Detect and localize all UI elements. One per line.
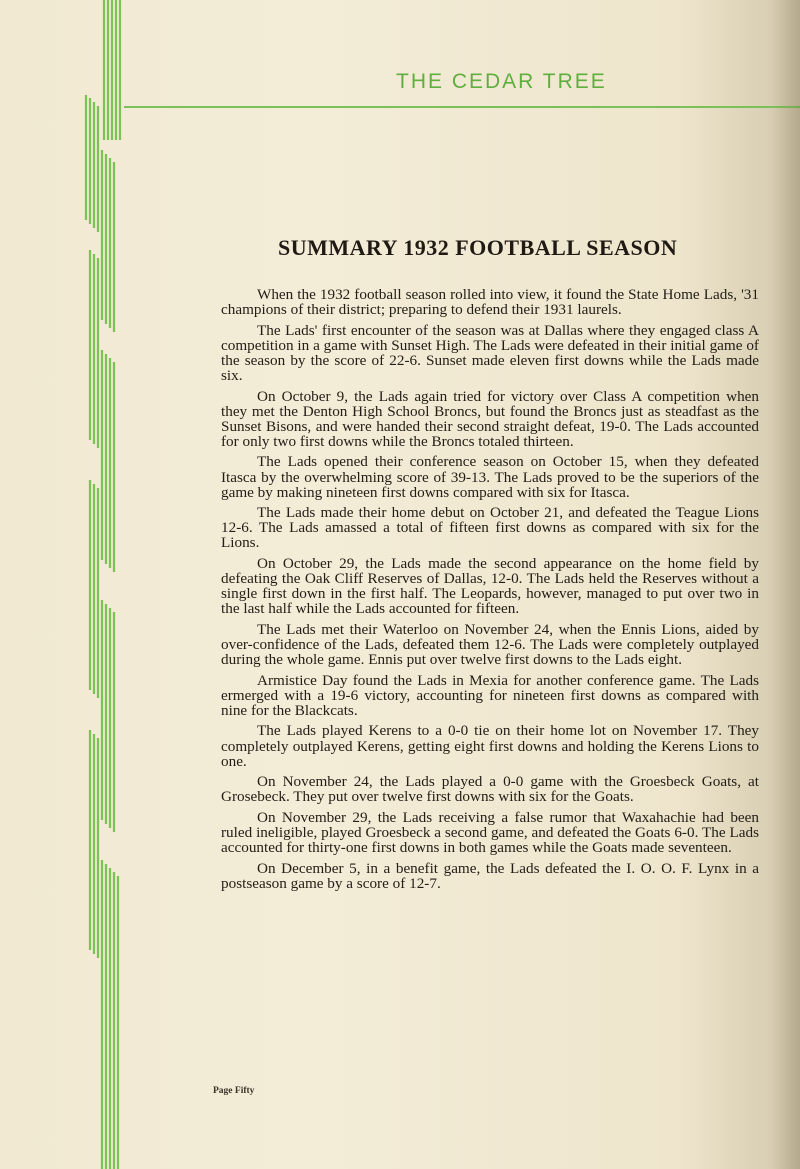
publication-header: THE CEDAR TREE	[396, 70, 607, 93]
article-title: SUMMARY 1932 FOOTBALL SEASON	[278, 235, 678, 260]
paragraph: On October 29, the Lads made the second appearance on the home field by defeating the Oak Cliff Reserves of Dallas, 12-0. The Lads held the Reserves without a single first down in the first half. The Leopards, however, managed to put over two in the last half while the Lads accounted for fifteen.	[221, 555, 759, 618]
paragraph: The Lads made their home debut on October 21, and defeated the Teague Lions 12-6. The Lads amassed a total of fifteen first downs as compared with six for the Lions.	[221, 504, 759, 552]
header-divider	[124, 106, 800, 108]
page-number: Page Fifty	[213, 1086, 255, 1096]
paragraph: When the 1932 football season rolled into view, it found the State Home Lads, '31 champions of their district; preparing to defend their 1931 laurels.	[221, 286, 759, 319]
page-edge-shadow	[772, 0, 800, 1169]
paragraph: On October 9, the Lads again tried for victory over Class A competition when they met the Denton High School Broncs, but found the Broncs just as steadfast as the Sunset Bisons, and were handed their second straight defeat, 19-0. The Lads accounted for only two first downs while the Broncs totaled thirteen.	[221, 387, 759, 450]
paragraph: Armistice Day found the Lads in Mexia for another conference game. The Lads ermerged with a 19-6 victory, accounting for nineteen first downs as compared with nine for the Blackcats.	[221, 671, 759, 719]
green-stripe-ornament	[0, 0, 140, 1169]
paragraph: The Lads played Kerens to a 0-0 tie on their home lot on November 17. They completely outplayed Kerens, getting eight first downs and holding the Kerens Lions to one.	[221, 722, 759, 770]
paragraph: The Lads met their Waterloo on November 24, when the Ennis Lions, aided by over-confidence of the Lads, defeated them 12-6. The Lads were completely outplayed during the whole game. Ennis put over twelve first downs to the Lads eight.	[221, 620, 759, 669]
paragraph: On November 29, the Lads receiving a false rumor that Waxahachie had been ruled ineligible, played Groesbeck a second game, and defeated the Goats 6-0. The Lads accounted for thirty-one first downs in both games while the Goats made seventeen.	[221, 808, 759, 857]
paragraph: On December 5, in a benefit game, the Lads defeated the I. O. O. F. Lynx in a postseason game by a score of 12-7.	[221, 859, 759, 892]
paragraph: The Lads opened their conference season on October 15, when they defeated Itasca by the overwhelming score of 39-13. The Lads proved to be the superiors of the game by making nineteen first downs compared with six for Itasca.	[221, 453, 759, 501]
article-body	[221, 287, 759, 896]
paragraph: On November 24, the Lads played a 0-0 game with the Groesbeck Goats, at Grosebeck. They put over twelve first downs with six for the Goats.	[221, 773, 759, 806]
paragraph: The Lads' first encounter of the season was at Dallas where they engaged class A competition in a game with Sunset High. The Lads were defeated in their initial game of the season by the score of 22-6. Sunset made eleven first downs while the Lads made six.	[221, 321, 759, 384]
